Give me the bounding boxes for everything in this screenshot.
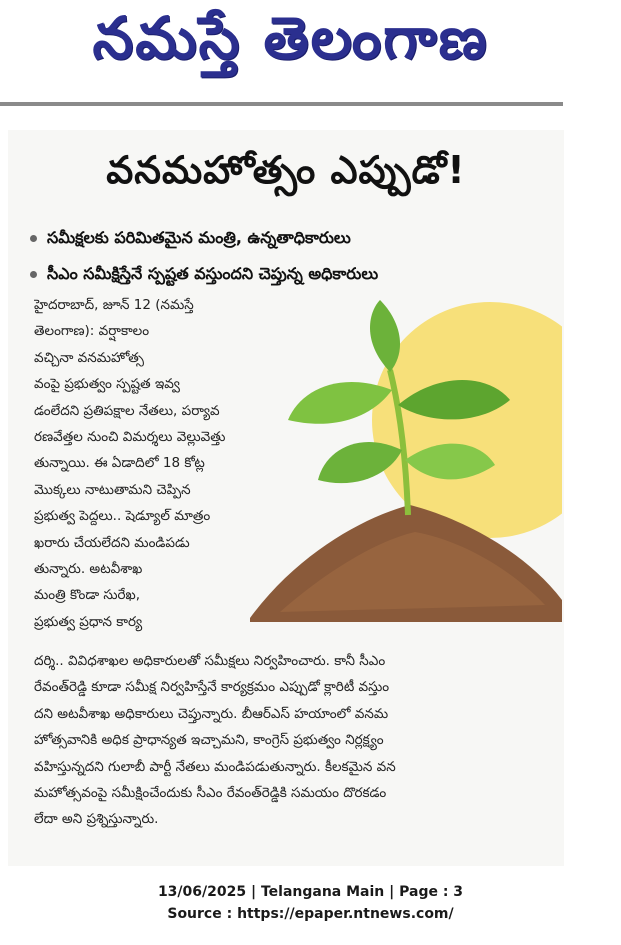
masthead-divider [0,102,563,106]
bullet-icon [30,235,37,242]
body-line: ప్రభుత్వ ప్రధాన కార్య [34,613,143,630]
body-line: మంత్రి కొండా సురేఖ, [34,587,141,604]
article-body-column [34,292,246,635]
body-line: ప్రభుత్వ పెద్దలు.. షెడ్యూల్ మాత్రం [34,508,211,525]
body-line: వచ్చినా వనమహోత్స [34,349,144,366]
body-line: మహోత్సవంపై సమీక్షించేందుకు సీఎం రేవంత్‌రెడ్డికి సమయం దొరకడం [34,785,387,802]
body-line: రేవంత్‌రెడ్డి కూడా సమీక్ష నిర్వహిస్తేనే కార్యక్రమం ఎప్పుడో క్లారిటీ వస్తుం [34,679,390,696]
body-line: ఖరారు చేయలేదని మండిపడు [34,534,190,551]
body-line: హైదరాబాద్, జూన్ 12 (నమస్తే [34,297,194,313]
body-line: వహిస్తున్నదని గులాబీ పార్టీ నేతలు మండిపడుతున్నారు. కీలకమైన వన [34,758,396,775]
subhead-text: సమీక్షలకు పరిమితమైన మంత్రి, ఉన్నతాధికారులు [47,228,351,247]
footer-date-page: 13/06/2025 | Telangana Main | Page : 3 [157,884,464,900]
subhead-item [30,256,560,292]
body-line: తున్నారు. అటవీశాఖ [34,561,143,578]
body-line: తెలంగాణ): వర్షాకాలం [34,323,150,340]
subhead-item [30,220,560,256]
body-line: డంలేదని ప్రతిపక్షాల నేతలు, పర్యావ [34,402,220,419]
body-line: హోత్సవానికి అధిక ప్రాధాన్యత ఇచ్చామని, కాంగ్రెస్ ప్రభుత్వం నిర్లక్ష్యం [34,732,384,749]
article-body-full-width [34,648,550,833]
body-line: తున్నాయి. ఈ ఏడాదిలో 18 కోట్ల [34,455,205,472]
subhead-text: సీఎం సమీక్షిస్తేనే స్పష్టత వస్తుందని చెప్తున్న అధికారులు [47,264,379,283]
body-line: దర్శి.. వివిధశాఖల అధికారులతో సమీక్షలు నిర్వహించారు. కానీ సీఎం [34,653,386,669]
body-line: మొక్కలు నాటుతామని చెప్పిన [34,481,191,498]
masthead [0,0,621,100]
sapling-illustration [240,300,562,630]
leaf-top [370,300,400,372]
masthead-title: నమస్తే తెలంగాణ [92,4,489,72]
article-headline: వనమహోత్సం ఎప్పుడో! [106,148,466,192]
body-line: దని అటవీశాఖ అధికారులు చెప్తున్నారు. బీఆర్‌ఎస్ హయాంలో వనమ [34,705,389,722]
article-clipping [8,130,564,866]
footer-source: Source : https://epaper.ntnews.com/ [167,906,454,922]
body-line: రణవేత్తల నుంచి విమర్శలు వెల్లువెత్తు [34,429,226,446]
subheads [30,220,560,292]
body-line: వంపై ప్రభుత్వం స్పష్టత ఇవ్వ [34,376,180,393]
bullet-icon [30,271,37,278]
body-line: లేదా అని ప్రశ్నిస్తున్నారు. [34,811,159,828]
